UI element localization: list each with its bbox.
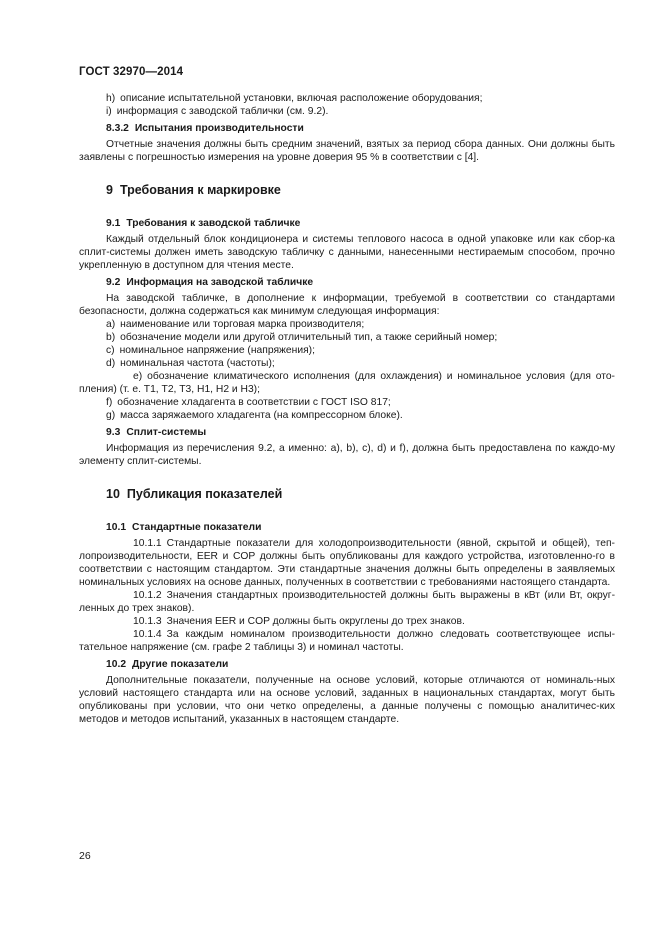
clause-10-1-1: 10.1.1 Стандартные показатели для холодопроизводительности (явной, скрытой и общей), теп-лопроизводительности, EER и COP должны быть опубликованы для каждого устройства, изготовленно-го в соответствии с настоящим стандартом. Эти стандартные значения должны быть определены в заявляемых номинальных условиях на основе данных, полученных в соответствии с требованиями настоящего стандарта. bbox=[79, 538, 615, 588]
list-item-a: a) наименование или торговая марка производителя; bbox=[106, 319, 365, 330]
paragraph: Информация из перечисления 9.2, а именно: a), b), c), d) и f), должна быть предоставлена по каждо-му элементу сплит-системы. bbox=[79, 443, 615, 467]
subsection-heading-10-2: 10.2 Другие показатели bbox=[106, 659, 229, 670]
subsection-heading-10-1: 10.1 Стандартные показатели bbox=[106, 522, 262, 533]
paragraph: На заводской табличке, в дополнение к информации, требуемой в соответствии со стандартами безопасности, должна содержаться как минимум следующая информация: bbox=[79, 293, 615, 317]
list-item-c: c) номинальное напряжение (напряжения); bbox=[106, 345, 315, 356]
section-heading-10: 10 Публикация показателей bbox=[106, 487, 283, 501]
subsection-heading-9-3: 9.3 Сплит-системы bbox=[106, 427, 207, 438]
page-content bbox=[79, 92, 615, 726]
clause-10-1-2: 10.1.2 Значения стандартных производительностей должны быть выражены в кВт (или Вт, округ-ленных до трех знаков). bbox=[79, 590, 615, 614]
list-item-h: h) описание испытательной установки, включая расположение оборудования; bbox=[106, 93, 483, 104]
clause-10-1-3: 10.1.3 Значения EER и COP должны быть округлены до трех знаков. bbox=[133, 616, 465, 627]
list-item-e: e) обозначение климатического исполнения (для охлаждения) и номинальное условия (для ото-пления) (т. е. Т1, Т2, Т3, Н1, Н2 и Н3); bbox=[79, 371, 615, 395]
clause-10-1-4: 10.1.4 За каждым номиналом производительности должно следовать соответствующее испы-тательное напряжение (см. графе 2 таблицы 3) и номинал частоты. bbox=[79, 629, 615, 653]
section-heading-9: 9 Требования к маркировке bbox=[106, 183, 281, 197]
document-header: ГОСТ 32970—2014 bbox=[79, 66, 184, 78]
subsection-heading-9-2: 9.2 Информация на заводской табличке bbox=[106, 277, 314, 288]
list-item-i: i) информация с заводской таблички (см. 9.2). bbox=[106, 106, 329, 117]
page-number: 26 bbox=[79, 850, 91, 862]
paragraph: Отчетные значения должны быть средним значений, взятых за период сбора данных. Они должны быть заявлены с погрешностью измерения на уровне доверия 95 % в соответствии с [4]. bbox=[79, 139, 615, 163]
subsection-heading-8-3-2: 8.3.2 Испытания производительности bbox=[106, 123, 304, 134]
paragraph: Дополнительные показатели, полученные на основе условий, которые отличаются от номиналь-ных условий настоящего стандарта или на основе условий, заданных в национальных стандартах, могут быть опубликованы при условии, что они четко определены, а данные получены с помощью аналитичес-ких методов и методов испытаний, указанных в настоящем стандарте. bbox=[79, 675, 615, 725]
paragraph: Каждый отдельный блок кондиционера и системы теплового насоса в одной упаковке или как сбор-ка сплит-системы должен иметь заводскую табличку с данными, нанесенными нестираемым способом, прочно укрепленную в доступном для чтения месте. bbox=[79, 234, 615, 271]
list-item-g: g) масса заряжаемого хладагента (на компрессорном блоке). bbox=[106, 410, 403, 421]
list-item-d: d) номинальная частота (частоты); bbox=[106, 358, 275, 369]
subsection-heading-9-1: 9.1 Требования к заводской табличке bbox=[106, 218, 301, 229]
list-item-f: f) обозначение хладагента в соответствии с ГОСТ ISO 817; bbox=[106, 397, 391, 408]
list-item-b: b) обозначение модели или другой отличительный тип, а также серийный номер; bbox=[106, 332, 498, 343]
